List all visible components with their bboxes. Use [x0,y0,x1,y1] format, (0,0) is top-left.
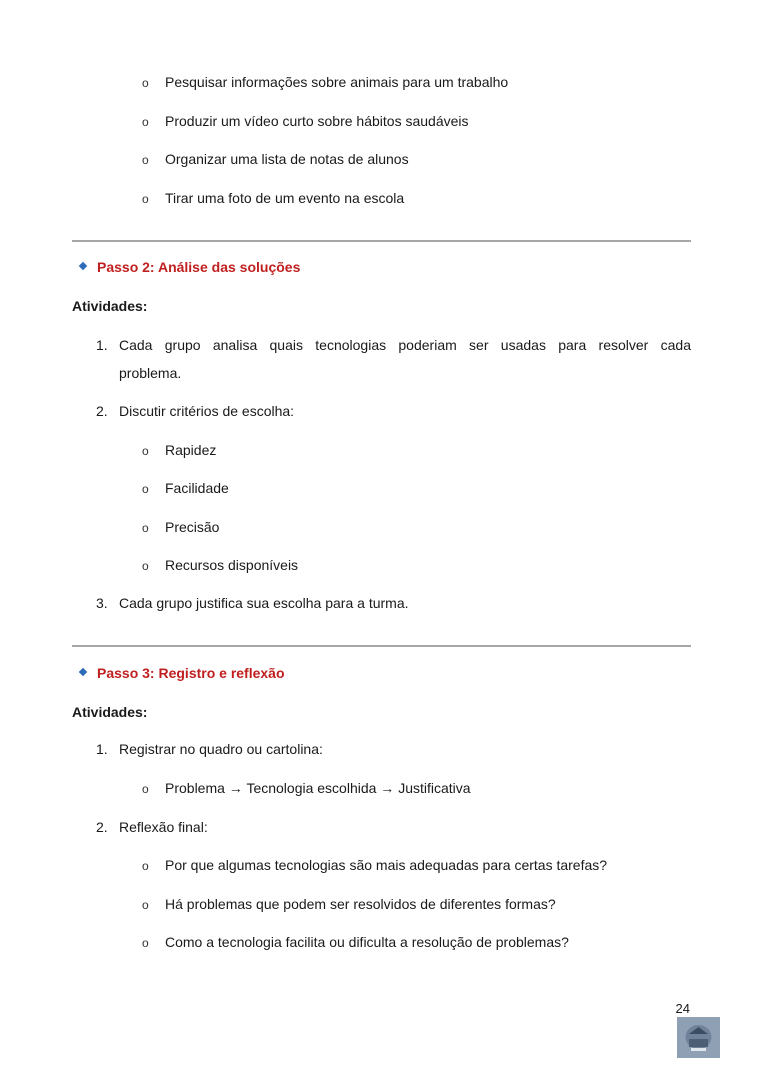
list-item: Tirar uma foto de um evento na escola [165,190,405,206]
bullet-glyph: o [142,521,149,535]
bullet-glyph: o [142,859,149,873]
bullet-glyph: o [142,444,149,458]
diamond-bullet-icon [79,668,87,676]
school-logo-icon [677,1017,720,1058]
list-number: 1. [96,337,108,353]
bullet-glyph: o [142,936,149,950]
list-item: Problema → Tecnologia escolhida → Justificativa [165,780,471,796]
list-item: Cada grupo justifica sua escolha para a turma. [119,595,409,611]
publisher-logo [677,1017,720,1058]
bullet-glyph: o [142,192,149,206]
step3-title: Passo 3: Registro e reflexão [97,665,285,681]
bullet-glyph: o [142,782,149,796]
bullet-glyph: o [142,115,149,129]
criteria-item: Rapidez [165,442,217,458]
list-item: Produzir um vídeo curto sobre hábitos saudáveis [165,113,469,129]
page-number: 24 [675,1001,690,1016]
list-number: 1. [96,741,108,757]
list-item: Reflexão final: [119,819,208,835]
reflection-item: Há problemas que podem ser resolvidos de diferentes formas? [165,896,556,912]
section-divider [72,240,691,242]
section-divider [72,645,691,647]
bullet-glyph: o [142,482,149,496]
list-item: Pesquisar informações sobre animais para um trabalho [165,74,509,90]
list-item: Registrar no quadro ou cartolina: [119,741,323,757]
list-item: Organizar uma lista de notas de alunos [165,151,409,167]
reflection-item: Como a tecnologia facilita ou dificulta a resolução de problemas? [165,934,569,950]
bullet-glyph: o [142,559,149,573]
list-number: 3. [96,595,108,611]
criteria-item: Facilidade [165,480,229,496]
bullet-glyph: o [142,898,149,912]
step2-title: Passo 2: Análise das soluções [97,259,301,275]
bullet-glyph: o [142,153,149,167]
reflection-item: Por que algumas tecnologias são mais adequadas para certas tarefas? [165,857,608,873]
list-number: 2. [96,403,108,419]
criteria-item: Recursos disponíveis [165,557,299,573]
activities-heading: Atividades: [72,298,148,314]
list-item: Discutir critérios de escolha: [119,403,295,419]
list-item: Cada grupo analisa quais tecnologias poderiam ser usadas para resolver cada [119,337,691,353]
list-number: 2. [96,819,108,835]
bullet-glyph: o [142,76,149,90]
activities-heading: Atividades: [72,704,148,720]
diamond-bullet-icon [79,262,87,270]
criteria-item: Precisão [165,519,220,535]
list-item-continuation: problema. [119,365,182,381]
